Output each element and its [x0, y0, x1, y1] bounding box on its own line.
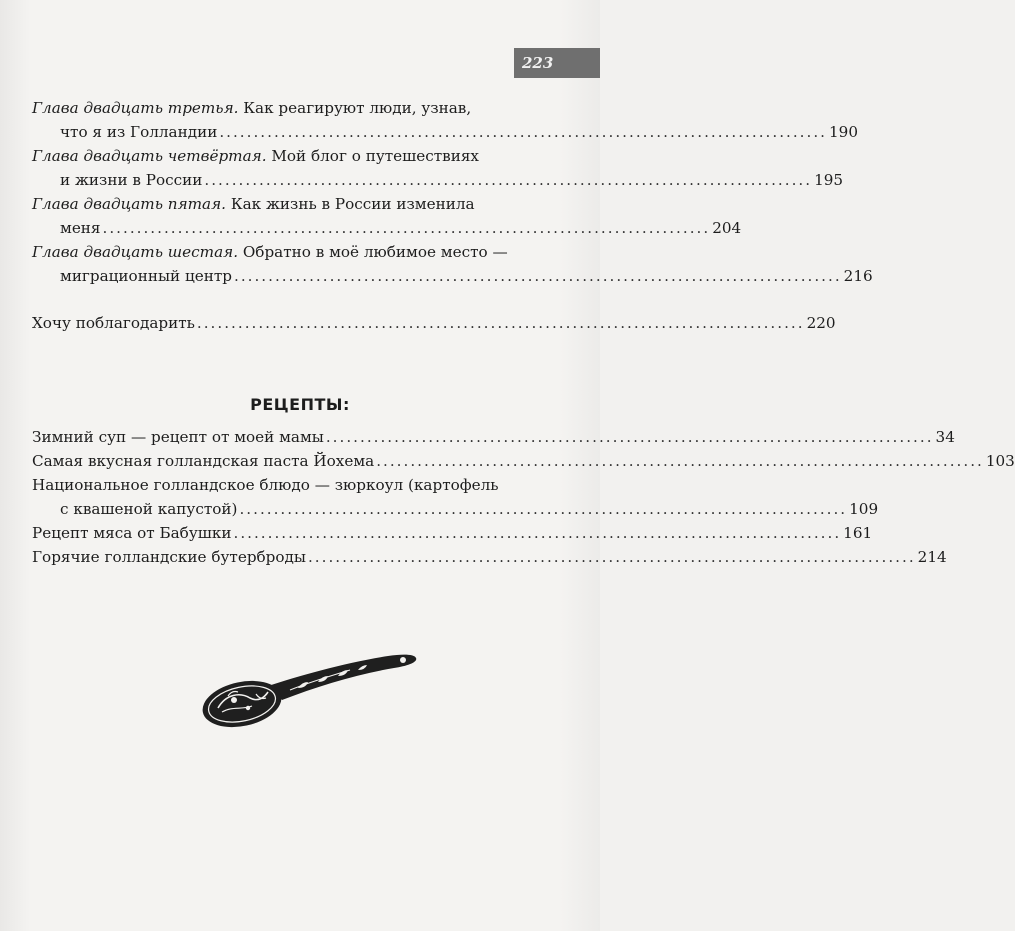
page-number: 223 [514, 48, 600, 78]
chapter-label: Глава двадцать пятая. [32, 195, 226, 213]
recipe-title: Самая вкусная голландская паста Йохема [32, 452, 375, 470]
page-ref: 214 [917, 548, 947, 566]
chapter-label: Глава двадцать четвёртая. [32, 147, 267, 165]
leader-dots: ......................................................................................... [196, 314, 805, 332]
toc-entry-chapter-25[interactable] [32, 192, 742, 240]
toc-entry-chapter-23[interactable] [32, 96, 858, 144]
chapter-title: Как реагируют люди, узнав, [243, 99, 472, 117]
leader-dots: ......................................................................................... [239, 500, 848, 518]
chapter-label: Глава двадцать третья. [32, 99, 239, 117]
recipe-title: Горячие голландские бутерброды [32, 548, 306, 566]
toc-thanks[interactable] [32, 311, 836, 335]
page-ref: 216 [843, 267, 873, 285]
recipe-title-cont: с квашеной капустой) [60, 500, 238, 518]
spoon-icon [198, 648, 422, 738]
page-ref: 34 [935, 428, 955, 446]
recipe-title: Рецепт мяса от Бабушки [32, 524, 232, 542]
page-ref: 103 [985, 452, 1015, 470]
chapter-title-cont: меня [60, 219, 101, 237]
recipe-entry[interactable] [32, 473, 879, 521]
toc-recipes [32, 425, 1015, 569]
recipe-entry[interactable] [32, 425, 955, 449]
recipe-title: Зимний суп — рецепт от моей мамы [32, 428, 324, 446]
recipe-entry[interactable] [32, 449, 1015, 473]
page-ref: 204 [712, 219, 742, 237]
toc-entry-chapter-24[interactable] [32, 144, 844, 192]
chapter-title-cont: и жизни в России [60, 171, 203, 189]
leader-dots: ......................................................................................... [233, 524, 842, 542]
chapter-title: Обратно в моё любимое место — [242, 243, 508, 261]
chapter-title-cont: что я из Голландии [60, 123, 218, 141]
chapter-title: Как жизнь в России изменила [230, 195, 475, 213]
thanks-title: Хочу поблагодарить [32, 314, 195, 332]
leader-dots: ......................................................................................... [234, 267, 842, 285]
recipe-title: Национальное голландское блюдо — зюркоул (картофель [32, 476, 499, 494]
leader-dots: ......................................................................................... [219, 123, 827, 141]
toc-chapters [32, 96, 873, 288]
page-ref: 161 [843, 524, 873, 542]
page-ref: 220 [806, 314, 836, 332]
leader-dots: ......................................................................................... [102, 219, 711, 237]
leader-dots: ......................................................................................... [325, 428, 934, 446]
recipes-heading: РЕЦЕПТЫ: [250, 395, 350, 414]
toc-entry-chapter-26[interactable] [32, 240, 873, 288]
page-ref: 190 [829, 123, 858, 141]
leader-dots: ......................................................................................... [376, 452, 984, 470]
recipe-entry[interactable] [32, 521, 873, 545]
recipe-entry[interactable] [32, 545, 947, 569]
page-ref: 109 [849, 500, 879, 518]
chapter-title-cont: миграционный центр [60, 267, 232, 285]
page-ref: 195 [814, 171, 844, 189]
chapter-title: Мой блог о путешествиях [271, 147, 479, 165]
leader-dots: ......................................................................................... [307, 548, 916, 566]
chapter-label: Глава двадцать шестая. [32, 243, 239, 261]
leader-dots: ......................................................................................... [204, 171, 813, 189]
